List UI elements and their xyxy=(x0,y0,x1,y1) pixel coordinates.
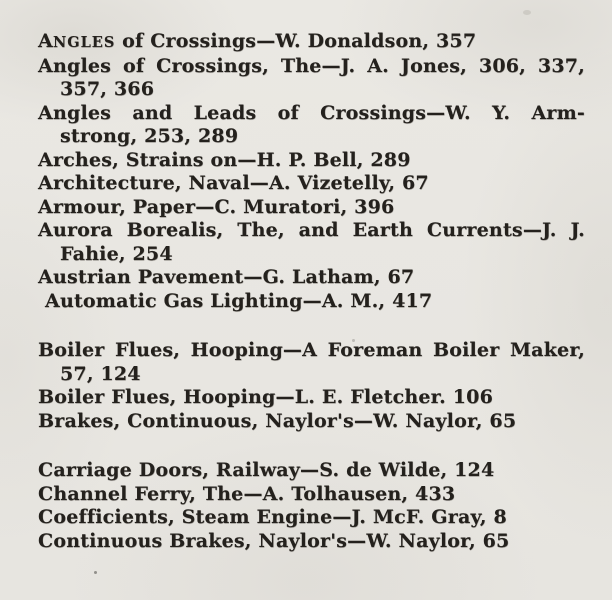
index-entry-line xyxy=(38,459,585,483)
index-entry xyxy=(38,506,585,530)
text-segment: Aurora Borealis, The, and Earth Currents—J. J. xyxy=(38,219,585,241)
index-entry xyxy=(38,483,585,507)
text-segment: of Crossings—W. Donaldson, 357 xyxy=(115,30,477,52)
index-entry-line xyxy=(38,483,585,507)
index-entry-line xyxy=(38,339,585,363)
index-entry-line xyxy=(38,196,585,220)
index-entry xyxy=(38,30,585,55)
text-segment: Austrian Pavement—G. Latham, 67 xyxy=(38,266,415,288)
index-content xyxy=(38,30,585,553)
index-entry xyxy=(38,102,585,149)
text-segment: Arches, Strains on—H. P. Bell, 289 xyxy=(38,148,411,171)
index-entry-line xyxy=(38,290,585,314)
text-segment: Coefficients, Steam Engine—J. McF. Gray, 8 xyxy=(38,506,507,528)
index-entry-line xyxy=(38,172,585,196)
index-group-a xyxy=(38,30,585,313)
index-entry xyxy=(38,339,585,386)
text-segment: 57, 124 xyxy=(60,362,141,385)
text-segment: Automatic Gas Lighting—A. M., 417 xyxy=(45,289,433,312)
text-segment: 357, 366 xyxy=(60,78,155,100)
index-entry xyxy=(38,410,585,434)
text-segment: strong, 253, 289 xyxy=(60,125,239,147)
index-entry-line xyxy=(38,410,585,434)
text-segment: Armour, Paper—C. Muratori, 396 xyxy=(38,195,395,218)
index-group-b xyxy=(38,339,585,433)
index-entry-line xyxy=(38,55,585,79)
index-entry-line xyxy=(38,243,585,267)
index-entry-line xyxy=(38,149,585,173)
text-segment: Channel Ferry, The—A. Tolhausen, 433 xyxy=(38,482,456,505)
index-entry-line xyxy=(38,125,585,149)
index-entry-line xyxy=(38,78,585,102)
index-group-c xyxy=(38,459,585,553)
index-entry-line xyxy=(38,219,585,243)
index-entry-line xyxy=(38,386,585,410)
index-entry xyxy=(38,149,585,173)
index-entry-line xyxy=(38,266,585,290)
text-segment: Fahie, 254 xyxy=(60,242,173,265)
index-entry xyxy=(38,196,585,220)
text-segment: Boiler Flues, Hooping—A Foreman Boiler Maker, xyxy=(38,339,585,361)
scan-speck xyxy=(523,10,531,15)
index-entry-line xyxy=(38,506,585,530)
index-entry-line xyxy=(38,102,585,126)
index-entry xyxy=(38,266,585,290)
index-entry xyxy=(38,530,585,554)
index-entry xyxy=(38,290,585,314)
index-entry-line xyxy=(38,30,585,55)
text-segment: Boiler Flues, Hooping—L. E. Fletcher. 106 xyxy=(38,386,494,408)
text-segment: Carriage Doors, Railway—S. de Wilde, 124 xyxy=(38,459,495,481)
index-entry-line xyxy=(38,363,585,387)
text-segment: Architecture, Naval—A. Vizetelly, 67 xyxy=(38,172,429,194)
text-segment: Continuous Brakes, Naylor's—W. Naylor, 65 xyxy=(38,529,510,552)
index-entry xyxy=(38,459,585,483)
text-segment: NGLES xyxy=(52,34,116,51)
scan-speck xyxy=(94,571,97,574)
index-entry xyxy=(38,172,585,196)
index-entry-line xyxy=(38,530,585,554)
text-segment: Brakes, Continuous, Naylor's—W. Naylor, 65 xyxy=(38,409,517,432)
text-segment: Angles of Crossings, The—J. A. Jones, 306, 337, xyxy=(38,54,585,77)
index-entry xyxy=(38,219,585,266)
text-segment: Angles and Leads of Crossings—W. Y. Arm- xyxy=(38,101,585,124)
index-entry xyxy=(38,55,585,102)
text-segment: A xyxy=(38,30,53,52)
index-entry xyxy=(38,386,585,410)
